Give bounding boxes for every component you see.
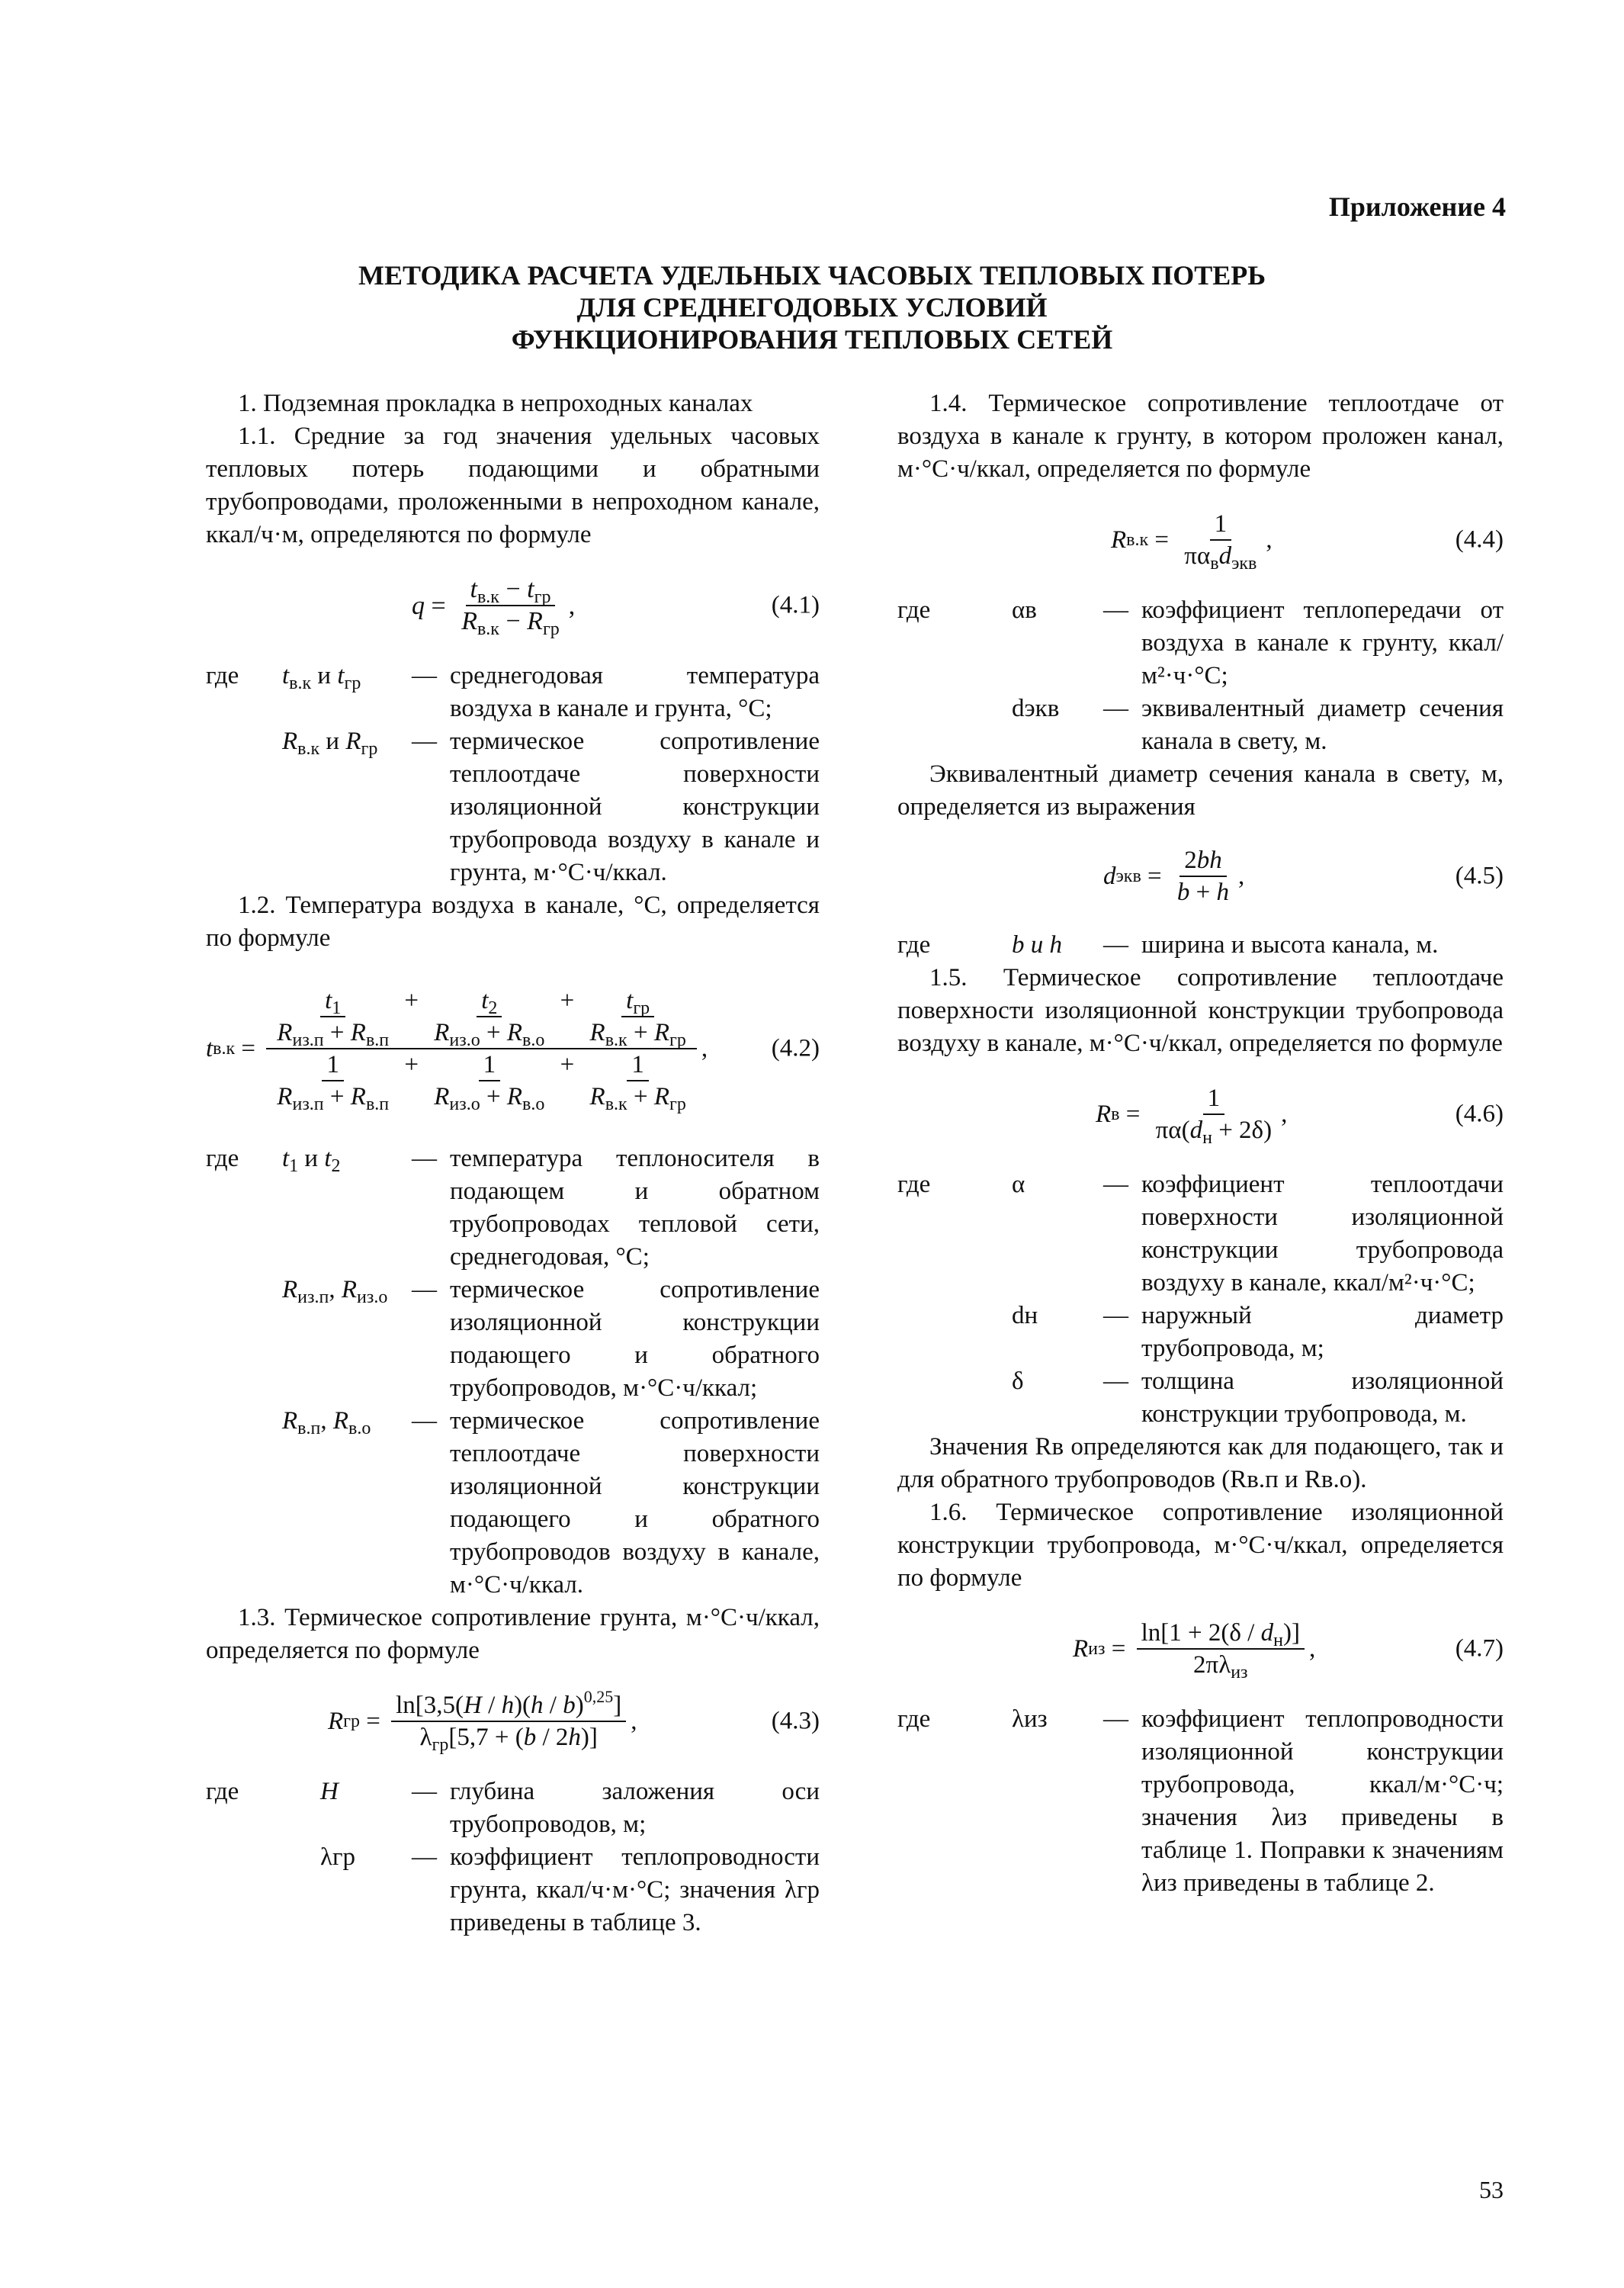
legend-symbol: λгр: [320, 1843, 356, 1871]
dash: —: [412, 1843, 437, 1871]
legend-symbol: δ: [1012, 1367, 1024, 1395]
legend-symbol-visual: $R_{в.п}$, $R_{в.о}$: [282, 1407, 371, 1438]
dash: —: [412, 1407, 437, 1435]
dash: —: [412, 1145, 437, 1172]
dash: —: [1103, 1367, 1128, 1395]
section-1-4: 1.4. Термическое сопротивление теплоотдаче от воздуха в канале к грунту, в котором проложен канал, м·°С·ч/ккал, определяется по формуле: [897, 390, 1504, 483]
dash: —: [1103, 1705, 1128, 1733]
legend-text: коэффициент теплопроводности грунта, ккал/ч·м·°С; значения λгр приведены в таблице 3.: [450, 1843, 820, 1936]
legend-4-6: [897, 1168, 1504, 1431]
legend-symbol-visual: $t_{в.к}$ и $t_{гр}$: [282, 662, 361, 693]
dash: —: [1103, 695, 1128, 722]
legend-text: термическое сопротивление теплоотдаче поверхности изоляционной конструкции подающего и обратного трубопроводов воздуху в канале, м·°С·ч/ккал.: [450, 1407, 820, 1599]
legend-text: эквивалентный диаметр сечения канала в свету, м.: [1141, 695, 1504, 755]
legend-symbol: α: [1012, 1171, 1025, 1198]
where-label: где: [897, 596, 931, 624]
formula-4-3: R гр = $\frac{\ln[3,5(H / h)(h / b)^{0,25}]}{\lambda_{гр}[5,7 + (b / 2h)]}$ , (4.3): [328, 1687, 820, 1755]
formula-number: (4.4): [1455, 525, 1504, 554]
dash: —: [412, 728, 437, 755]
formula-4-1: q = $\frac{t_{в.к} - t_{гр}}{R_{в.к} - R_{гр}}$ , (4.1): [412, 575, 820, 639]
formula-4-7: R из = $\frac{\ln[1 + 2(\delta / d_н)]}{2\pi\lambda_{из}}$ , (4.7): [1073, 1619, 1504, 1682]
dash: —: [1103, 931, 1128, 959]
legend-text: наружный диаметр трубопровода, м;: [1141, 1302, 1504, 1362]
dash: —: [412, 1276, 437, 1303]
section-1-5: 1.5. Термическое сопротивление теплоотдаче поверхности изоляционной конструкции трубопровода воздуху в канале, м·°С·ч/ккал, определяется по формуле: [897, 964, 1504, 1057]
legend-text: глубина заложения оси трубопроводов, м;: [450, 1778, 820, 1838]
legend-4-1: [206, 660, 820, 889]
page-title: [0, 259, 1624, 355]
legend-text: среднегодовая температура воздуха в канале и грунта, °С;: [450, 662, 820, 722]
title-line-3: ФУНКЦИОНИРОВАНИЯ ТЕПЛОВЫХ СЕТЕЙ: [511, 324, 1113, 355]
legend-4-4: [897, 594, 1504, 758]
where-label: где: [206, 662, 239, 689]
section-1-heading: 1. Подземная прокладка в непроходных каналах: [238, 390, 753, 417]
legend-text: термическое сопротивление изоляционной конструкции подающего и обратного трубопроводов, м·°С·ч/ккал;: [450, 1276, 820, 1402]
legend-text: температура теплоносителя в подающем и обратном трубопроводах тепловой сети, среднегодовая, °С;: [450, 1145, 820, 1271]
legend-4-7: [897, 1703, 1504, 1900]
legend-4-2: [206, 1142, 820, 1602]
where-label: где: [897, 1705, 931, 1733]
legend-text: ширина и высота канала, м.: [1141, 931, 1439, 959]
legend-symbol: b и h: [1012, 931, 1062, 959]
section-1-6: 1.6. Термическое сопротивление изоляционной конструкции трубопровода, м·°С·ч/ккал, определяется по формуле: [897, 1499, 1504, 1592]
appendix-label: Приложение 4: [1328, 191, 1506, 222]
dash: —: [412, 1778, 437, 1805]
where-label: где: [206, 1145, 239, 1172]
equivalent-diameter-paragraph: Эквивалентный диаметр сечения канала в свету, м, определяется из выражения: [897, 760, 1504, 821]
formula-number: (4.6): [1455, 1100, 1504, 1128]
dash: —: [1103, 1302, 1128, 1329]
formula-4-4: R в.к = $\frac{1}{\pi\alpha_вd_{экв}}$ , (4.4): [1111, 510, 1504, 574]
section-1-3: 1.3. Термическое сопротивление грунта, м·°С·ч/ккал, определяется по формуле: [206, 1604, 820, 1664]
legend-text: коэффициент теплоотдачи поверхности изоляционной конструкции трубопровода воздуху в канале, ккал/м²·ч·°С;: [1141, 1171, 1504, 1297]
legend-text: коэффициент теплопередачи от воздуха в канале к грунту, ккал/м²·ч·°С;: [1141, 596, 1504, 689]
formula-number: (4.5): [1455, 862, 1504, 890]
legend-symbol: αв: [1012, 596, 1037, 624]
legend-symbol: H: [320, 1778, 339, 1805]
where-label: где: [897, 931, 931, 959]
legend-symbol: dн: [1012, 1302, 1038, 1329]
legend-text: толщина изоляционной конструкции трубопровода, м.: [1141, 1367, 1504, 1428]
legend-symbol: λиз: [1012, 1705, 1048, 1733]
dash: —: [1103, 596, 1128, 624]
legend-4-3: [206, 1775, 820, 1939]
legend-4-5: [897, 929, 1504, 962]
dash: —: [412, 662, 437, 689]
formula-number: (4.1): [771, 591, 820, 619]
right-column: [897, 387, 1504, 1900]
section-1-1: 1.1. Средние за год значения удельных часовых тепловых потерь подающими и обратными трубопроводами, проложенными в непроходном канале, ккал/ч·м, определяются по формуле: [206, 423, 820, 548]
legend-symbol-visual: $R_{в.к}$ и $R_{гр}$: [282, 728, 378, 759]
page-number: 53: [1479, 2176, 1504, 2203]
legend-text: термическое сопротивление теплоотдаче поверхности изоляционной конструкции трубопровода воздуху в канале и грунта, м·°С·ч/ккал.: [450, 728, 820, 886]
legend-symbol-visual: $R_{из.п}$, $R_{из.о}$: [282, 1276, 388, 1307]
formula-number: (4.2): [771, 1034, 820, 1062]
formula-number: (4.7): [1455, 1634, 1504, 1663]
legend-symbol: dэкв: [1012, 695, 1060, 722]
section-1-2: 1.2. Температура воздуха в канале, °С, определяется по формуле: [206, 892, 820, 952]
formula-4-2: t в.к = $\frac{t_1}{R_{из.п} + R_{в.п}}$ + $\frac{t_2}{R_{из.о} + R_{в.о}}$ + $\frac{t_{гр}}{R_{в.к} + R_{гр}}$ $\frac{1}{R_{из.п} + R_{в.п}}$ + $\frac{1}{R_{из.о} + R_{в.о}}$ + $\frac{1}{R_{в.к} + R_{гр}}$ , (4.2): [206, 987, 820, 1114]
left-column: [206, 387, 820, 1939]
title-line-2: ДЛЯ СРЕДНЕГОДОВЫХ УСЛОВИЙ: [576, 292, 1048, 323]
where-label: где: [206, 1778, 239, 1805]
formula-4-5: d экв = $\frac{2bh}{b + h}$ , (4.5): [1103, 847, 1504, 906]
legend-symbol-visual: $t_1$ и $t_2$: [282, 1145, 341, 1176]
title-line-1: МЕТОДИКА РАСЧЕТА УДЕЛЬНЫХ ЧАСОВЫХ ТЕПЛОВЫХ ПОТЕРЬ: [358, 260, 1266, 291]
legend-text: коэффициент теплопроводности изоляционной конструкции трубопровода, ккал/м·°С·ч; значения λиз приведены в таблице 1. Поправки к значениям λиз приведены в таблице 2.: [1141, 1705, 1504, 1897]
formula-4-6: R в = $\frac{1}{\pi\alpha(d_н + 2\delta)}$ , (4.6): [1096, 1085, 1504, 1148]
dash: —: [1103, 1171, 1128, 1198]
formula-number: (4.3): [771, 1707, 820, 1735]
where-label: где: [897, 1171, 931, 1198]
rv-values-paragraph: Значения Rв определяются как для подающего, так и для обратного трубопроводов (Rв.п и Rв.о).: [897, 1433, 1504, 1493]
